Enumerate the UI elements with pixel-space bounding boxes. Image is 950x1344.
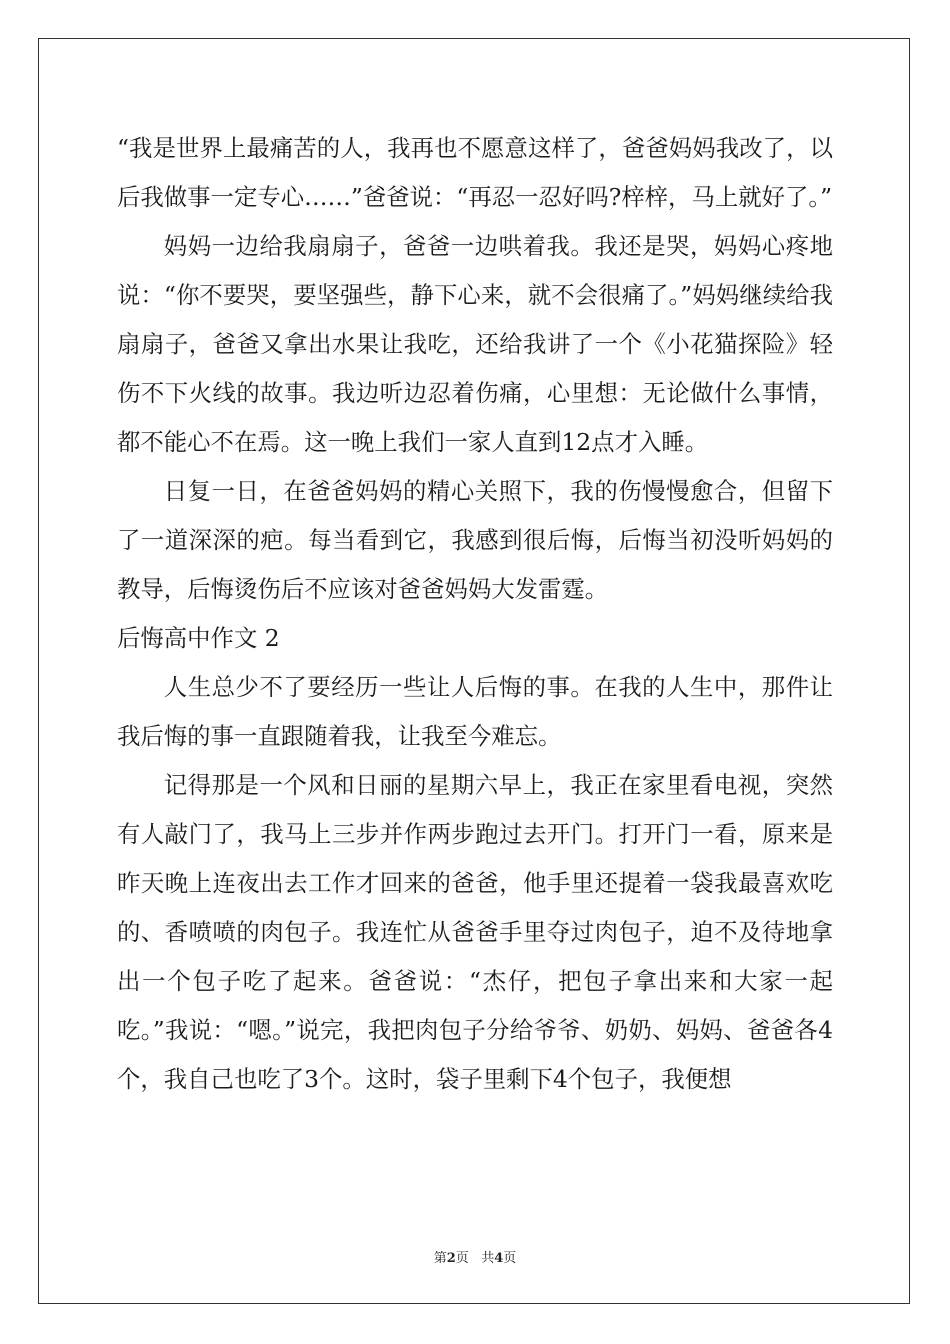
footer-suffix: 页 bbox=[503, 1251, 517, 1266]
total-page-number: 4 bbox=[494, 1251, 504, 1266]
footer-mid: 页 共 bbox=[455, 1251, 495, 1266]
document-body bbox=[117, 124, 833, 1104]
paragraph-5: 记得那是一个风和日丽的星期六早上，我正在家里看电视，突然有人敲门了，我马上三步并作两步跑过去开门。打开门一看，原来是昨天晚上连夜出去工作才回来的爸爸，他手里还提着一袋我最喜欢吃的、香喷喷的肉包子。我连忙从爸爸手里夺过肉包子，迫不及待地拿出一个包子吃了起来。爸爸说：“杰仔，把包子拿出来和大家一起吃。”我说：“嗯。”说完，我把肉包子分给爷爷、奶奶、妈妈、爸爸各4个，我自己也吃了3个。这时，袋子里剩下4个包子，我便想 bbox=[117, 771, 833, 1093]
section-heading: 后悔高中作文 2 bbox=[117, 624, 280, 652]
paragraph-4: 人生总少不了要经历一些让人后悔的事。在我的人生中，那件让我后悔的事一直跟随着我，让我至今难忘。 bbox=[117, 673, 833, 750]
paragraph-3: 日复一日，在爸爸妈妈的精心关照下，我的伤慢慢愈合，但留下了一道深深的疤。每当看到它，我感到很后悔，后悔当初没听妈妈的教导，后悔烫伤后不应该对爸爸妈妈大发雷霆。 bbox=[117, 477, 833, 603]
paragraph-2: 妈妈一边给我扇扇子，爸爸一边哄着我。我还是哭，妈妈心疼地说：“你不要哭，要坚强些，静下心来，就不会很痛了。”妈妈继续给我扇扇子，爸爸又拿出水果让我吃，还给我讲了一个《小花猫探险》轻伤不下火线的故事。我边听边忍着伤痛，心里想：无论做什么事情，都不能心不在焉。这一晚上我们一家人直到12点才入睡。 bbox=[117, 232, 833, 456]
page-footer bbox=[0, 1247, 950, 1266]
current-page-number: 2 bbox=[446, 1251, 456, 1266]
paragraph-1: “我是世界上最痛苦的人，我再也不愿意这样了，爸爸妈妈我改了，以后我做事一定专心……”爸爸说：“再忍一忍好吗?梓梓，马上就好了。” bbox=[117, 134, 833, 211]
footer-prefix: 第 bbox=[433, 1251, 447, 1266]
